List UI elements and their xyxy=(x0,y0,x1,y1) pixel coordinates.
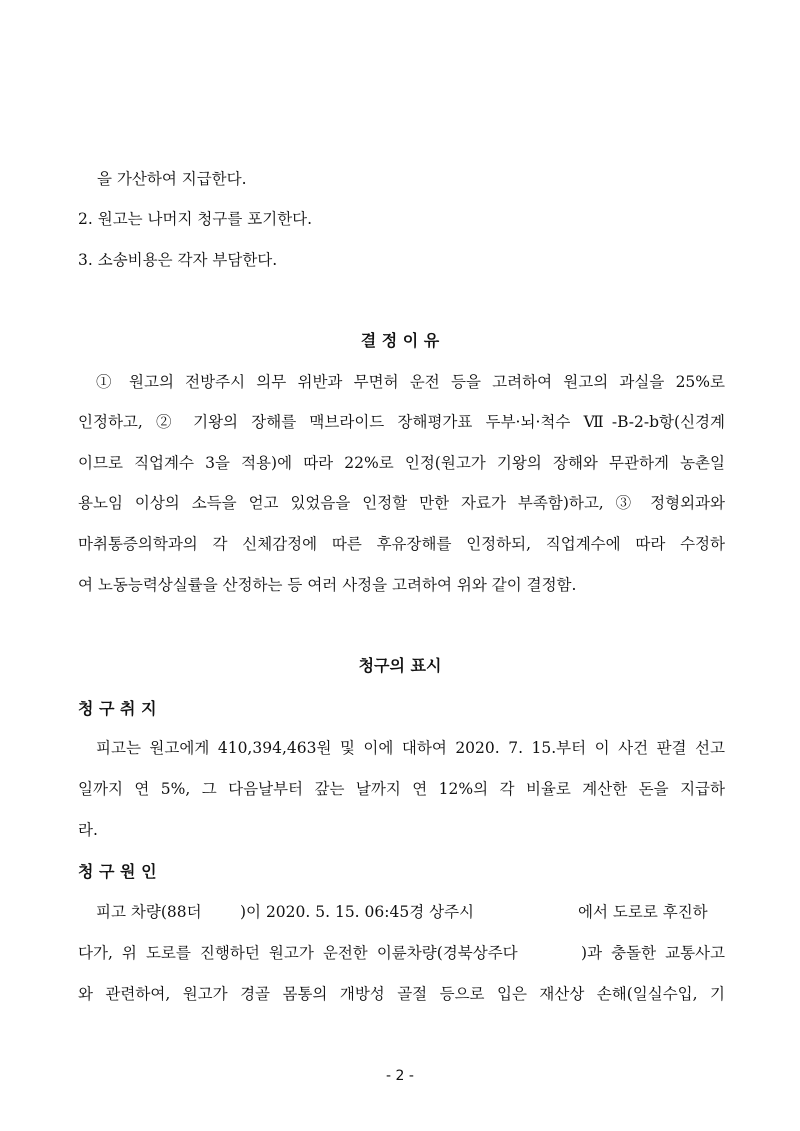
claim-cause-fragment: 에서 도로로 후진하 xyxy=(578,903,708,921)
claim-purpose-line: 피고는 원고에게 410,394,463원 및 이에 대하여 2020. 7. 15.부터 이 사건 판결 선고 xyxy=(96,739,725,757)
reasons-line: 용노임 이상의 소득을 얻고 있었음을 인정할 만한 자료가 부족함)하고, ③ 정형외과와 xyxy=(78,494,725,512)
page-number: - 2 - xyxy=(386,1068,414,1084)
claim-cause-line: 다가, 위 도로를 진행하던 원고가 운전한 이륜차량(경북상주다 )과 충돌한 교통사고 xyxy=(78,944,725,962)
reasons-line: 이므로 직업계수 3을 적용)에 따라 22%로 인정(원고가 기왕의 장해와 무관하게 농촌일 xyxy=(78,454,725,472)
reasons-line: ① 원고의 전방주시 의무 위반과 무면허 운전 등을 고려하여 원고의 과실을 25%로 xyxy=(96,373,725,391)
order-item-3: 3. 소송비용은 각자 부담한다. xyxy=(78,251,278,269)
reasons-line: 여 노동능력상실률을 산정하는 등 여러 사정을 고려하여 위와 같이 결정함. xyxy=(78,576,577,594)
claim-purpose-heading: 청 구 취 지 xyxy=(78,699,157,718)
claim-purpose-line: 라. xyxy=(78,821,98,839)
claim-purpose-line: 일까지 연 5%, 그 다음날부터 갚는 날까지 연 12%의 각 비율로 계산한 돈을 지급하 xyxy=(78,780,725,798)
reasons-line: 마취통증의학과의 각 신체감정에 따른 후유장해를 인정하되, 직업계수에 따라 수정하 xyxy=(78,535,725,553)
reasons-heading: 결 정 이 유 xyxy=(360,331,440,350)
claim-heading: 청구의 표시 xyxy=(358,656,442,675)
claim-cause-heading: 청 구 원 인 xyxy=(78,862,157,881)
claim-cause-fragment: )이 2020. 5. 15. 06:45경 상주시 xyxy=(240,903,475,921)
order-continuation-line: 을 가산하여 지급한다. xyxy=(97,170,247,188)
order-item-2: 2. 원고는 나머지 청구를 포기한다. xyxy=(78,210,313,228)
claim-cause-fragment: 피고 차량(88더 xyxy=(96,903,202,921)
reasons-line: 인정하고, ② 기왕의 장해를 맥브라이드 장해평가표 두부·뇌·척수 Ⅶ-B-2-b항(신경계 xyxy=(78,413,725,431)
claim-cause-line: 와 관련하여, 원고가 경골 몸통의 개방성 골절 등으로 입은 재산상 손해(일실수입, 기 xyxy=(78,985,725,1003)
